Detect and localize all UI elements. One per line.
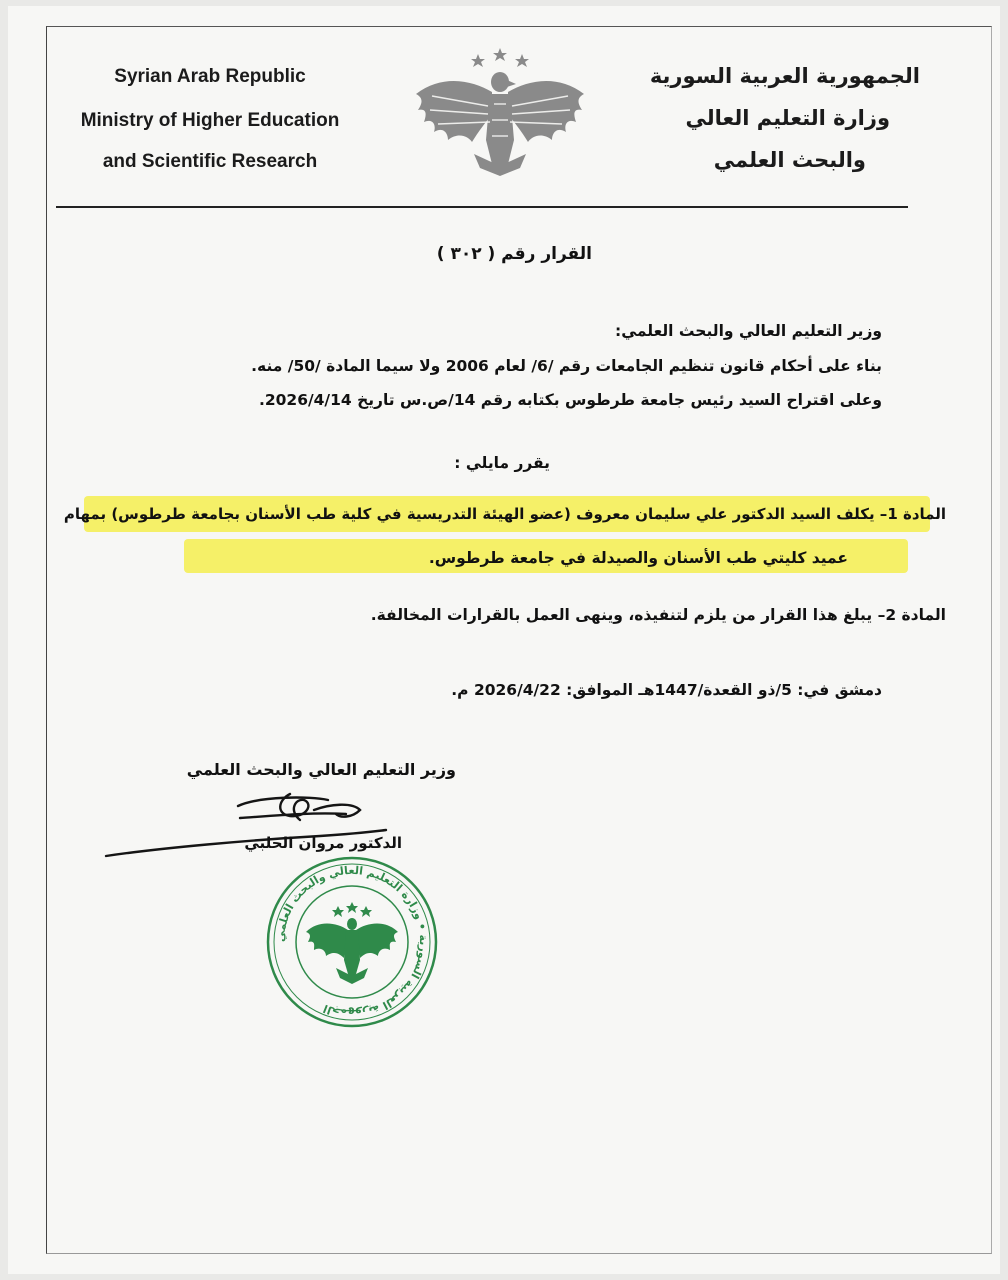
letterhead-ar-ministry: وزارة التعليم العالي bbox=[685, 106, 890, 130]
letterhead-ar-research: والبحث العلمي bbox=[713, 148, 866, 172]
official-stamp bbox=[262, 852, 442, 1032]
signatory-title: وزير التعليم العالي والبحث العلمي bbox=[186, 760, 456, 779]
decision-number: القرار رقم ( ٣٠٢ ) bbox=[436, 244, 592, 264]
header-divider bbox=[56, 206, 908, 208]
minister-line: وزير التعليم العالي والبحث العلمي: bbox=[615, 322, 882, 340]
letterhead-en-research: and Scientific Research bbox=[102, 151, 318, 172]
article-2: المادة 2– يبلغ هذا القرار من يلزم لتنفيذه، وينهى العمل بالقرارات المخالفة. bbox=[370, 606, 946, 624]
date-line: دمشق في: 5/ذو القعدة/1447هـ الموافق: 2026/4/22 م. bbox=[451, 681, 882, 699]
legal-basis-line: بناء على أحكام قانون تنظيم الجامعات رقم /6/ لعام 2006 ولا سيما المادة /50/ منه. bbox=[251, 357, 882, 375]
letterhead-en-ministry: Ministry of Higher Education bbox=[80, 110, 340, 131]
syrian-eagle-emblem-icon bbox=[412, 44, 588, 184]
decides-heading: يقرر مايلي : bbox=[454, 454, 550, 472]
document-page bbox=[8, 6, 1000, 1274]
proposal-line: وعلى اقتراح السيد رئيس جامعة طرطوس بكتابه رقم 14/ص.س تاريخ 2026/4/14. bbox=[258, 391, 882, 409]
article-1-line2: عميد كليتي طب الأسنان والصيدلة في جامعة طرطوس. bbox=[428, 549, 848, 567]
stamp-ring-text: الجمهورية العربية السورية • وزارة التعليم العالي والبحث العلمي bbox=[273, 863, 431, 1021]
letterhead-ar-country: الجمهورية العربية السورية bbox=[649, 64, 920, 88]
stamp-eagle-icon bbox=[306, 902, 398, 984]
letterhead-en-country: Syrian Arab Republic bbox=[114, 66, 306, 87]
article-1-line1: المادة 1– يكلف السيد الدكتور علي سليمان معروف (عضو الهيئة التدريسية في كلية طب الأسنان بجامعة طرطوس) بمهام bbox=[63, 505, 946, 523]
signatory-name: الدكتور مروان الحلبي bbox=[244, 834, 402, 852]
page-border bbox=[46, 26, 992, 1254]
